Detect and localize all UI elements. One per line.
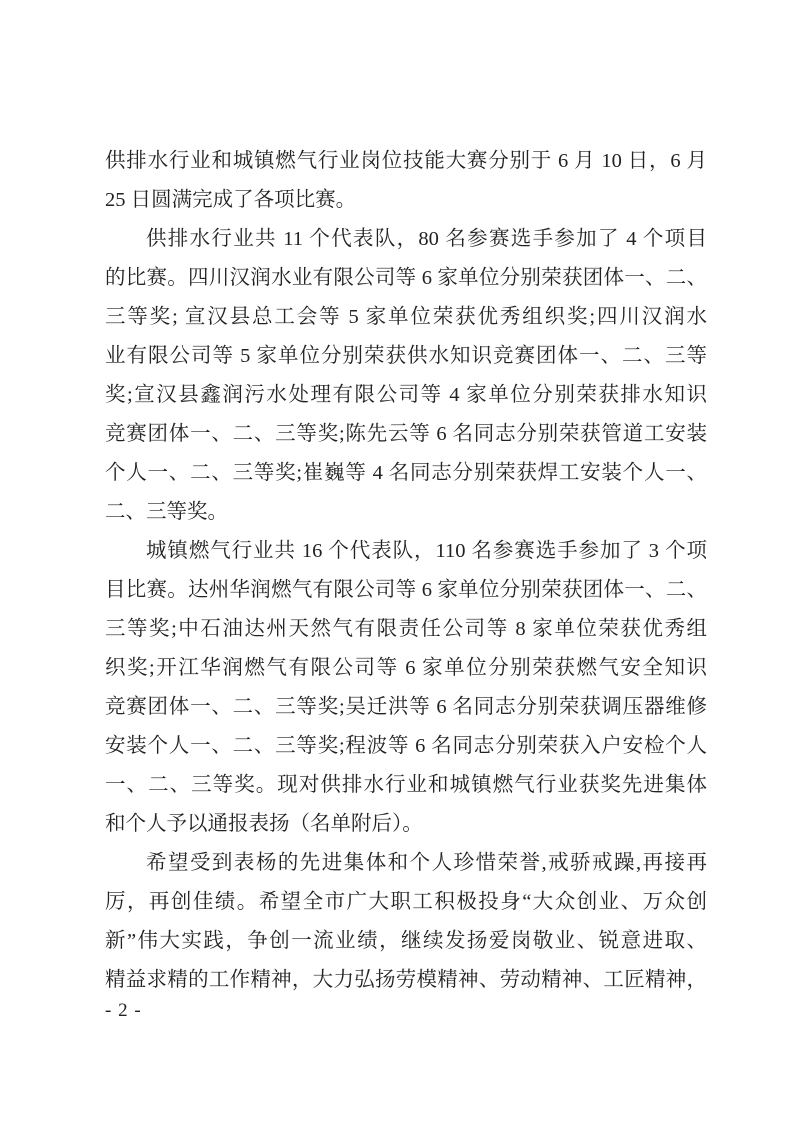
body-text <box>105 142 707 1000</box>
text-line: 二、三等奖。 <box>105 501 228 523</box>
text-line: 供排水行业和城镇燃气行业岗位技能大赛分别于 6 月 10 日，6 月 <box>105 150 707 172</box>
text-line: 和个人予以通报表扬（名单附后）。 <box>105 813 423 835</box>
paragraph-1 <box>105 142 707 220</box>
text-line: 一、二、三等奖。现对供排水行业和城镇燃气行业获奖先进集体 <box>105 774 707 796</box>
paragraph-4 <box>105 844 707 1000</box>
text-line: 厉，再创佳绩。希望全市广大职工积极投身“大众创业、万众创 <box>105 891 707 913</box>
text-line: 新”伟大实践，争创一流业绩，继续发扬爱岗敬业、锐意进取、 <box>105 930 707 952</box>
text-line: 安装个人一、二、三等奖;程波等 6 名同志分别荣获入户安检个人 <box>105 735 707 757</box>
text-line: 三等奖; 宣汉县总工会等 5 家单位荣获优秀组织奖;四川汉润水 <box>105 306 707 328</box>
text-line: 目比赛。达州华润燃气有限公司等 6 家单位分别荣获团体一、二、 <box>105 579 707 601</box>
paragraph-2 <box>105 220 707 532</box>
text-line: 25 日圆满完成了各项比赛。 <box>105 189 357 211</box>
text-line: 竞赛团体一、二、三等奖;吴迁洪等 6 名同志分别荣获调压器维修 <box>105 696 707 718</box>
text-line: 三等奖;中石油达州天然气有限责任公司等 8 家单位荣获优秀组 <box>105 618 707 640</box>
paragraph-3 <box>105 532 707 844</box>
text-line: 供排水行业共 11 个代表队，80 名参赛选手参加了 4 个项目 <box>146 228 707 250</box>
page-number: - 2 - <box>105 1000 142 1021</box>
text-line: 奖;宣汉县鑫润污水处理有限公司等 4 家单位分别荣获排水知识 <box>105 384 707 406</box>
text-line: 精益求精的工作精神，大力弘扬劳模精神、劳动精神、工匠精神， <box>105 969 707 991</box>
text-line: 城镇燃气行业共 16 个代表队，110 名参赛选手参加了 3 个项 <box>146 540 707 562</box>
text-line: 竞赛团体一、二、三等奖;陈先云等 6 名同志分别荣获管道工安装 <box>105 423 707 445</box>
text-line: 个人一、二、三等奖;崔巍等 4 名同志分别荣获焊工安装个人一、 <box>105 462 707 484</box>
text-line: 织奖;开江华润燃气有限公司等 6 家单位分别荣获燃气安全知识 <box>105 657 707 679</box>
text-line: 业有限公司等 5 家单位分别荣获供水知识竞赛团体一、二、三等 <box>105 345 707 367</box>
text-line: 的比赛。四川汉润水业有限公司等 6 家单位分别荣获团体一、二、 <box>105 267 707 289</box>
text-line: 希望受到表杨的先进集体和个人珍惜荣誉,戒骄戒躁,再接再 <box>146 852 707 874</box>
